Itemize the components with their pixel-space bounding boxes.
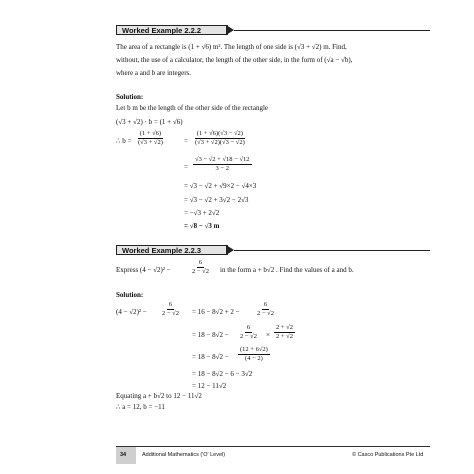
express-fraction-numerator: 6 — [198, 259, 203, 266]
solution-heading-1: Solution: — [116, 93, 144, 101]
problem-line-3: where a and b are integers. — [116, 69, 192, 77]
banner-arrow-1 — [226, 25, 234, 35]
lhs-prefix: (4 − √2)² − — [116, 308, 147, 316]
rhs-step-1-fraction — [255, 301, 276, 318]
fraction-3-numerator: √3 − √2 + √18 − √12 — [195, 156, 250, 163]
fraction-2 — [193, 130, 247, 147]
express-fraction — [190, 259, 211, 276]
footer-rule — [116, 446, 430, 447]
let-statement: Let b m be the length of the other side of the rectangle — [116, 104, 269, 112]
equating-line: Equating a + b√2 to 12 − 11√2 — [116, 392, 202, 400]
publisher-credit: © Casco Publications Pte Ltd — [352, 452, 424, 458]
worked-example-banner-1: Worked Example 2.2.2 — [116, 25, 228, 35]
fraction-3-denominator: 3 − 2 — [215, 165, 229, 172]
rhs-step-4: = 18 − 8√2 − 6 − 3√2 — [192, 370, 253, 378]
fraction-2-numerator: (1 + √6)(√3 − √2) — [196, 130, 243, 137]
rhs-step-3-denominator: (4 − 2) — [245, 355, 263, 362]
worked-example-banner-2: Worked Example 2.2.3 — [116, 245, 228, 255]
rhs-step-2-prefix: = 18 − 8√2 − — [192, 331, 229, 339]
express-fraction-denominator: 2 − √2 — [192, 268, 209, 275]
solution-heading-2: Solution: — [116, 291, 144, 299]
rhs-step-2a-numerator: 6 — [246, 324, 251, 331]
express-suffix: in the form a + b√2 . Find the values of a and b. — [220, 266, 354, 274]
lhs-fraction-numerator: 6 — [168, 301, 173, 308]
equals-sign-1: = — [184, 137, 188, 145]
rhs-step-1-numerator: 6 — [263, 301, 268, 308]
rhs-step-3-numerator: (12 + 6√2) — [240, 346, 268, 353]
lhs-fraction — [160, 301, 181, 318]
step-5: = √3 − √2 + 3√2 − 2√3 — [184, 196, 249, 204]
fraction-1 — [136, 130, 165, 147]
equals-sign-2: = — [184, 163, 188, 171]
fraction-3 — [193, 156, 252, 173]
fraction-2-denominator: (√3 + √2)(√3 − √2) — [195, 139, 245, 146]
rhs-step-3-fraction — [238, 346, 270, 363]
step-7-answer: = √8 − √3 m — [184, 222, 220, 230]
rhs-step-3-prefix: = 18 − 8√2 − — [192, 353, 229, 361]
problem-line-1: The area of a rectangle is (1 + √6) m². The length of one side is (√3 + √2) m. Find, — [116, 43, 347, 51]
equation-1: (√3 + √2) · b = (1 + √6) — [116, 118, 183, 126]
fraction-1-denominator: (√3 + √2) — [138, 139, 163, 146]
banner-rule-1 — [234, 30, 430, 31]
book-title: Additional Mathematics ('O' Level) — [142, 452, 226, 458]
banner-arrow-2 — [226, 245, 234, 255]
rhs-step-2-fraction-a — [238, 324, 259, 341]
lhs-fraction-denominator: 2 − √2 — [162, 310, 179, 317]
rhs-step-5: = 12 − 11√2 — [192, 382, 227, 390]
rhs-step-2b-denominator: 2 + √2 — [276, 333, 293, 340]
rhs-step-2a-denominator: 2 − √2 — [240, 333, 257, 340]
rhs-step-2b-numerator: 2 + √2 — [276, 324, 293, 331]
page-number: 34 — [120, 452, 127, 458]
problem-line-2: without, the use of a calculator, the length of the other side, in the form of (√a − √b), — [116, 56, 353, 64]
times-sign: × — [266, 331, 270, 339]
fraction-1-numerator: (1 + √6) — [139, 130, 162, 137]
step-4: = √3 − √2 + √9×2 − √4×3 — [184, 182, 257, 190]
banner-rule-2 — [234, 250, 430, 251]
final-answer: ∴ a = 12, b = −11 — [116, 403, 165, 411]
step-6: = −√3 + 2√2 — [184, 209, 220, 217]
rhs-step-2-fraction-b — [274, 324, 295, 341]
rhs-step-1-prefix: = 16 − 8√2 + 2 − — [192, 308, 240, 316]
therefore-b: ∴ b = — [116, 137, 132, 145]
express-prefix: Express (4 − √2)² − — [116, 266, 171, 274]
rhs-step-1-denominator: 2 − √2 — [257, 310, 274, 317]
